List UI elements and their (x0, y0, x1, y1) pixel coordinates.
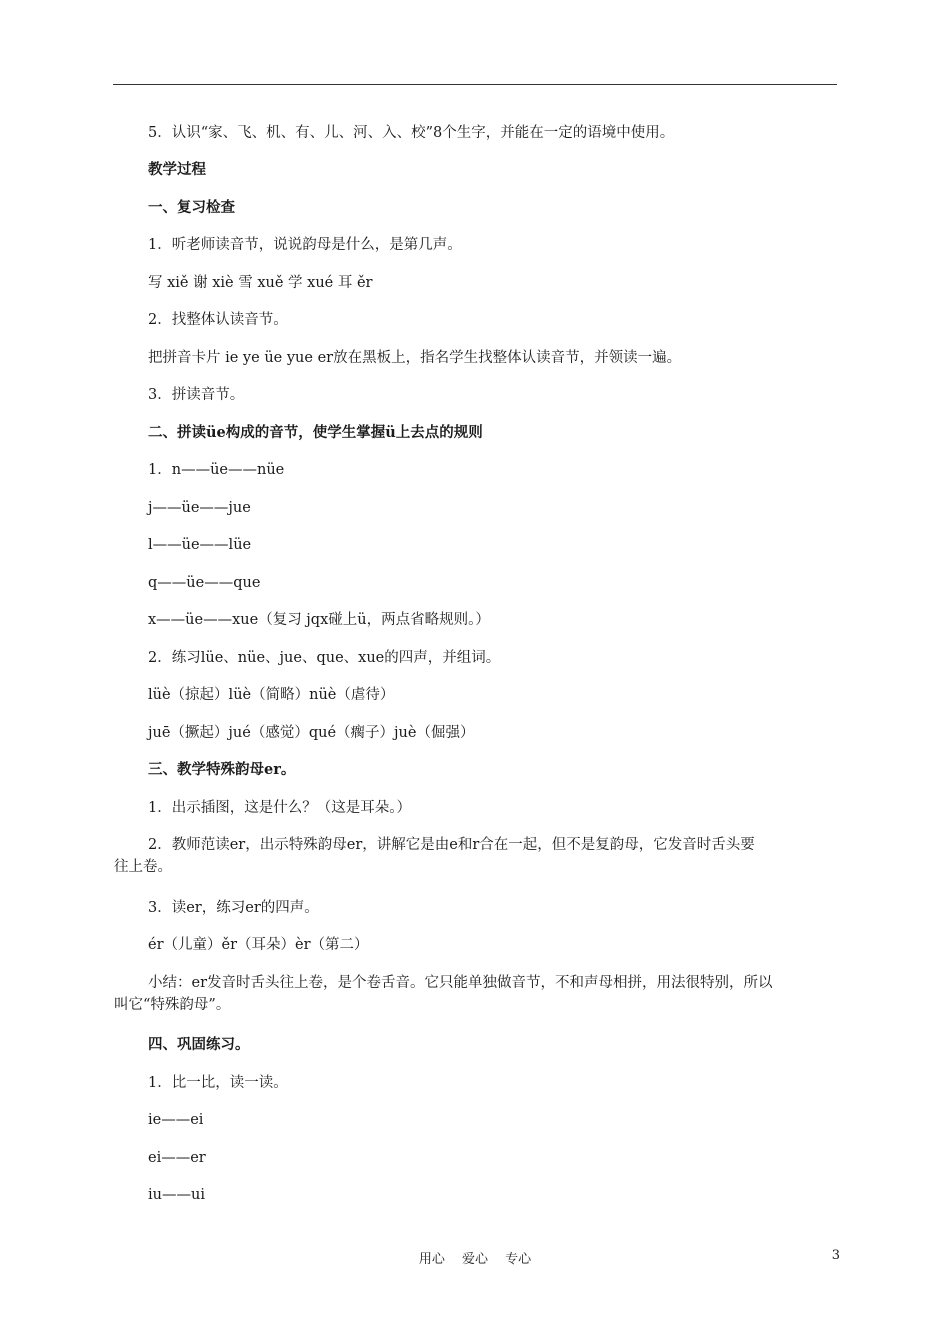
section-2-heading: 二、拼读üe构成的音节，使学生掌握ü上去点的规则 (148, 424, 483, 441)
item-1-1: 1．听老师读音节，说说韵母是什么，是第几声。 (148, 237, 462, 253)
syllable-examples: 写 xiě 谢 xiè 雪 xuě 学 xué 耳 ěr (148, 275, 373, 291)
tone-words-2: juē（撅起）jué（感觉）qué（瘸子）juè（倔强） (148, 725, 475, 741)
spelling-l: l——üe——lüe (148, 537, 252, 553)
heading-teaching-process: 教学过程 (148, 161, 206, 178)
page-number: 3 (831, 1248, 840, 1263)
item-3-2: 2．教师范读er，出示特殊韵母er，讲解它是由e和r合在一起，但不是复韵母，它发音时舌头要 (148, 837, 755, 853)
er-tone-words: ér（儿童）ěr（耳朵）èr（第二） (148, 937, 369, 953)
item-1-3: 3．拼读音节。 (148, 387, 245, 403)
header-rule (113, 84, 837, 85)
section-1-heading: 一、复习检查 (148, 199, 235, 216)
summary-continued: 叫它“特殊韵母”。 (114, 997, 231, 1013)
item-1-2: 2．找整体认读音节。 (148, 312, 288, 328)
spelling-j: j——üe——jue (148, 500, 251, 516)
summary: 小结：er发音时舌头往上卷，是个卷舌音。它只能单独做音节，不和声母相拼，用法很特别，所以 (148, 975, 773, 991)
item-3-2-continued: 往上卷。 (114, 859, 172, 875)
compare-iu-ui: iu——ui (148, 1187, 205, 1203)
spelling-q: q——üe——que (148, 575, 261, 591)
page-footer (0, 1248, 950, 1268)
item-3-1: 1．出示插图，这是什么？（这是耳朵。） (148, 800, 411, 816)
objective-5: 5．认识“家、飞、机、有、儿、河、入、校”8个生字，并能在一定的语境中使用。 (148, 125, 675, 141)
item-2-2: 2．练习lüe、nüe、jue、que、xue的四声，并组词。 (148, 650, 501, 666)
tone-words-1: lüè（掠起）lüè（简略）nüè（虐待） (148, 687, 395, 703)
section-4-heading: 四、巩固练习。 (148, 1036, 250, 1053)
card-instruction: 把拼音卡片 ie ye üe yue er放在黑板上，指名学生找整体认读音节，并领读一遍。 (148, 350, 682, 366)
section-3-heading: 三、教学特殊韵母er。 (148, 761, 296, 778)
item-4-1: 1．比一比，读一读。 (148, 1075, 288, 1091)
spelling-n: 1．n——üe——nüe (148, 462, 285, 478)
item-3-3: 3．读er，练习er的四声。 (148, 900, 319, 916)
compare-ei-er: ei——er (148, 1150, 206, 1166)
footer-motto: 用心 爱心 专心 (418, 1252, 532, 1267)
spelling-x: x——üe——xue（复习 jqx碰上ü，两点省略规则。） (148, 612, 490, 628)
compare-ie-ei: ie——ei (148, 1112, 204, 1128)
